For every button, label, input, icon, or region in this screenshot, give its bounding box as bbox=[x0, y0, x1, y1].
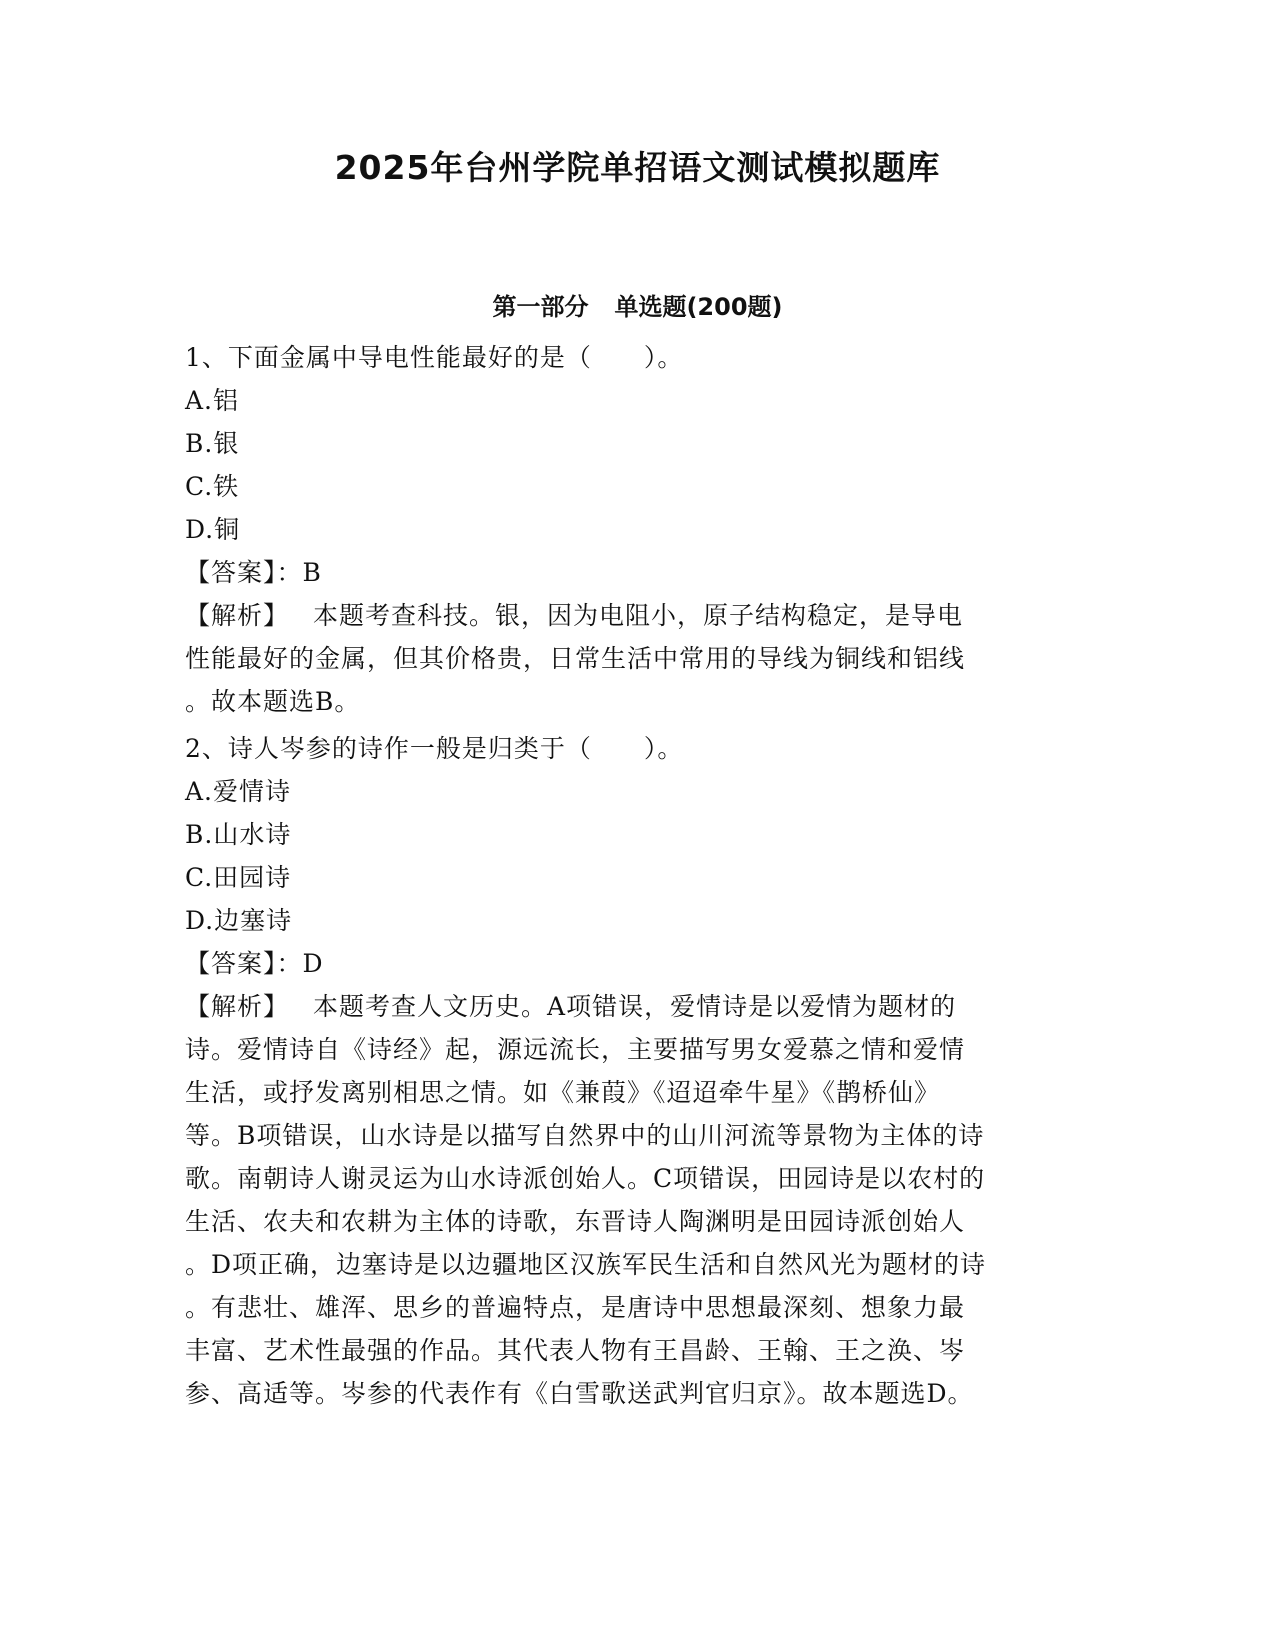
answer-label: 【答案】： bbox=[185, 558, 303, 587]
explanation-label: 【解析】 bbox=[185, 601, 290, 630]
explanation-line: 等。B项错误，山水诗是以描写自然界中的山川河流等景物为主体的诗 bbox=[185, 1121, 985, 1150]
explanation-text: 本题考查人文历史。A项错误，爱情诗是以爱情为题材的 bbox=[313, 992, 957, 1021]
section-part: 第一部分 bbox=[492, 293, 589, 321]
answer-label: 【答案】： bbox=[185, 949, 303, 978]
explanation-line: 。有悲壮、雄浑、思乡的普遍特点，是唐诗中思想最深刻、想象力最 bbox=[185, 1293, 966, 1322]
answer-line bbox=[185, 551, 1065, 594]
option-d: D.铜 bbox=[185, 515, 241, 544]
answer-line bbox=[185, 942, 1065, 985]
answer-value: B bbox=[302, 558, 322, 587]
option-b: B.银 bbox=[185, 429, 240, 458]
explanation-line: 歌。南朝诗人谢灵运为山水诗派创始人。C项错误，田园诗是以农村的 bbox=[185, 1164, 986, 1193]
explanation-line: 生活、农夫和农耕为主体的诗歌，东晋诗人陶渊明是田园诗派创始人 bbox=[185, 1207, 966, 1236]
explanation-line: 。D项正确，边塞诗是以边疆地区汉族军民生活和自然风光为题材的诗 bbox=[185, 1250, 987, 1279]
explanation-line: 参、高适等。岑参的代表作有《白雪歌送武判官归京》。故本题选D。 bbox=[185, 1379, 974, 1408]
question-2 bbox=[185, 727, 1065, 1415]
explanation-line: 性能最好的金属，但其价格贵，日常生活中常用的导线为铜线和铝线 bbox=[185, 644, 966, 673]
explanation-line: 生活，或抒发离别相思之情。如《兼葭》《迢迢牵牛星》《鹊桥仙》 bbox=[185, 1078, 941, 1107]
option-a: A.铝 bbox=[185, 386, 240, 415]
section-name: 单选题(200题) bbox=[614, 293, 783, 321]
question-stem: 1、下面金属中导电性能最好的是（ ）。 bbox=[185, 343, 684, 372]
section-heading bbox=[0, 290, 1275, 324]
option-b: B.山水诗 bbox=[185, 820, 292, 849]
explanation-line: 。故本题选B。 bbox=[185, 687, 361, 716]
explanation-line bbox=[185, 985, 1065, 1028]
explanation-line: 诗。爱情诗自《诗经》起，源远流长，主要描写男女爱慕之情和爱情 bbox=[185, 1035, 966, 1064]
document-title: 2025年台州学院单招语文测试模拟题库 bbox=[334, 148, 941, 187]
question-stem: 2、诗人岑参的诗作一般是归类于（ ）。 bbox=[185, 734, 684, 763]
explanation-label: 【解析】 bbox=[185, 992, 290, 1021]
explanation-text: 本题考查科技。银，因为电阻小，原子结构稳定，是导电 bbox=[313, 601, 964, 630]
explanation-line bbox=[185, 594, 1065, 637]
question-1 bbox=[185, 336, 1065, 723]
option-c: C.田园诗 bbox=[185, 863, 292, 892]
option-d: D.边塞诗 bbox=[185, 906, 293, 935]
option-c: C.铁 bbox=[185, 472, 240, 501]
option-a: A.爱情诗 bbox=[185, 777, 292, 806]
answer-value: D bbox=[302, 949, 324, 978]
explanation-line: 丰富、艺术性最强的作品。其代表人物有王昌龄、王翰、王之涣、岑 bbox=[185, 1336, 966, 1365]
